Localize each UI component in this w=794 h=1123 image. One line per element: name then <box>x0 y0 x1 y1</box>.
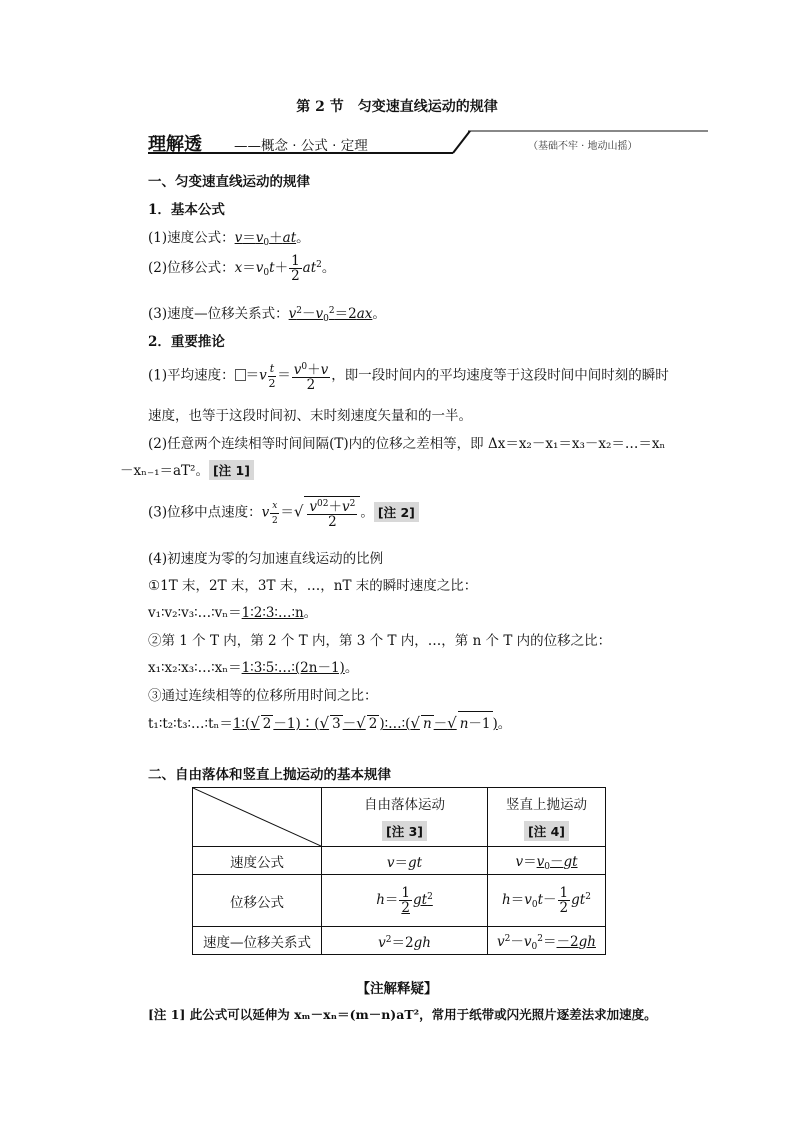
table-col1-label: 自由落体运动 <box>364 797 445 813</box>
table-col2-label: 竖直上抛运动 <box>506 797 587 813</box>
inference-1-text: ，即一段时间内的平均速度等于这段时间中间时刻的瞬时 <box>331 367 669 384</box>
table-cell: $v=v_0-gt$ <box>488 847 606 875</box>
table-cell: $v^2-v_0^2=-2gh$ <box>488 927 606 955</box>
table-row <box>193 927 606 955</box>
formula-v-x-label: (3)速度—位移关系式： <box>148 306 289 322</box>
table-cell: h＝ $\frac{1}{2}$ $gt^2$ <box>322 875 488 927</box>
motion-table <box>192 787 606 955</box>
table-corner-cell <box>193 788 322 847</box>
formula-displacement-label: (2)位移公式： <box>148 260 235 276</box>
table-row <box>193 875 606 927</box>
inference-2-cont <box>120 459 254 480</box>
table-header-free-fall <box>322 788 488 847</box>
banner-right: （基础不牢 · 地动山摇） <box>528 141 638 152</box>
table-row <box>193 847 606 875</box>
table-header-vertical-throw <box>488 788 606 847</box>
inference-3: (3)位移中点速度：v $\frac{x}{2}$ ＝√ $\frac{v^{02}+v^2}{2}$ 。 [注 2] <box>148 496 419 529</box>
ratio-2-answer: 1∶3∶5∶…∶(2n－1) <box>241 660 345 676</box>
section-1-heading: 一、匀变速直线运动的规律 <box>148 174 310 190</box>
note-1-tag: [注 1] <box>209 460 254 480</box>
sub-heading-2: 2．重要推论 <box>148 334 225 350</box>
inference-1-text2: 速度，也等于这段时间初、末时刻速度矢量和的一半。 <box>148 408 472 424</box>
inference-2: (2)任意两个连续相等时间间隔(T)内的位移之差相等，即 Δx＝x₂－x₁＝x₃－x₂＝…＝xₙ <box>148 436 666 452</box>
formula-velocity-label: (1)速度公式： <box>148 230 235 246</box>
notes-heading: 【注解释疑】 <box>356 981 438 997</box>
ratio-3-lhs: t₁∶t₂∶t₃∶…∶tₙ＝ <box>148 716 233 732</box>
section-2-heading: 二、自由落体和竖直上抛运动的基本规律 <box>148 767 391 783</box>
ratio-3-eq: t₁∶t₂∶t₃∶…∶tₙ＝1∶(√ 2 －1)∶(√ 3 －√ 2 )∶…∶(√ n －√ n－1 )。 <box>148 711 511 732</box>
banner-sub: ——概念 · 公式 · 定理 <box>234 138 368 154</box>
inference-2-text2: －xₙ₋₁＝aT²。 <box>120 463 209 479</box>
inference-4: (4)初速度为零的匀加速直线运动的比例 <box>148 551 384 567</box>
table-row-label: 速度公式 <box>193 847 322 875</box>
ratio-2-lhs: x₁∶x₂∶x₃∶…∶xₙ＝ <box>148 660 242 676</box>
table-cell: $v^2=2gh$ <box>322 927 488 955</box>
ratio-3-answer: 1∶(√ 2 －1)∶(√ 3 －√ 2 )∶…∶(√ n －√ n－1 ) <box>233 716 498 732</box>
note-1-explanation: [注 1] 此公式可以延伸为 xₘ－xₙ＝(m－n)aT²，常用于纸带或闪光照片逐差法求加速度。 <box>148 1007 657 1022</box>
diagonal-line <box>193 788 321 846</box>
inference-1-label: (1)平均速度： <box>148 367 235 384</box>
table-row-label: 位移公式 <box>193 875 322 927</box>
ratio-1-text: ①1T 末，2T 末，3T 末，…，nT 末的瞬时速度之比： <box>148 578 478 594</box>
ratio-1-lhs: v₁∶v₂∶v₃∶…∶vₙ＝ <box>148 605 242 621</box>
section-banner <box>148 128 708 156</box>
ratio-1-answer: 1∶2∶3∶…∶n <box>241 605 304 621</box>
ratio-3-text: ③通过连续相等的位移所用时间之比： <box>148 688 378 704</box>
ratio-2-eq: x₁∶x₂∶x₃∶…∶xₙ＝1∶3∶5∶…∶(2n－1)。 <box>148 660 359 676</box>
page-title: 第 2 节 匀变速直线运动的规律 <box>296 99 498 115</box>
table-cell: $h=v_0t-$ $\frac{1}{2}$ $gt^2$ <box>488 875 606 927</box>
ratio-2-text: ②第 1 个 T 内，第 2 个 T 内，第 3 个 T 内，…，第 n 个 T 内的位移之比： <box>148 633 612 649</box>
banner-main: 理解透 <box>148 134 202 155</box>
inference-1: (1)平均速度： ＝v $\frac{t}{2}$ ＝ $\frac{v^0+v}{2}$ ，即一段时间内的平均速度等于这段时间中间时刻的瞬时 <box>148 361 669 393</box>
formula-velocity: (1)速度公式：$v=v_0+at$。 <box>148 230 310 248</box>
note-3-tag: [注 3] <box>382 821 427 841</box>
formula-v-x: (3)速度—位移关系式：$v^2-v_0^2=2ax$。 <box>148 306 386 324</box>
formula-displacement: (2)位移公式：$x=v_0t+$ $\frac{1}{2}$ $at^2$。 <box>148 253 336 284</box>
table-row-label: 速度—位移关系式 <box>193 927 322 955</box>
note-2-tag: [注 2] <box>374 502 419 522</box>
sub-heading-1: 1．基本公式 <box>148 202 225 218</box>
inference-3-label: (3)位移中点速度： <box>148 504 262 521</box>
note-4-tag: [注 4] <box>524 821 569 841</box>
ratio-1-eq: v₁∶v₂∶v₃∶…∶vₙ＝1∶2∶3∶…∶n。 <box>148 605 318 621</box>
table-cell: v＝gt <box>322 847 488 875</box>
